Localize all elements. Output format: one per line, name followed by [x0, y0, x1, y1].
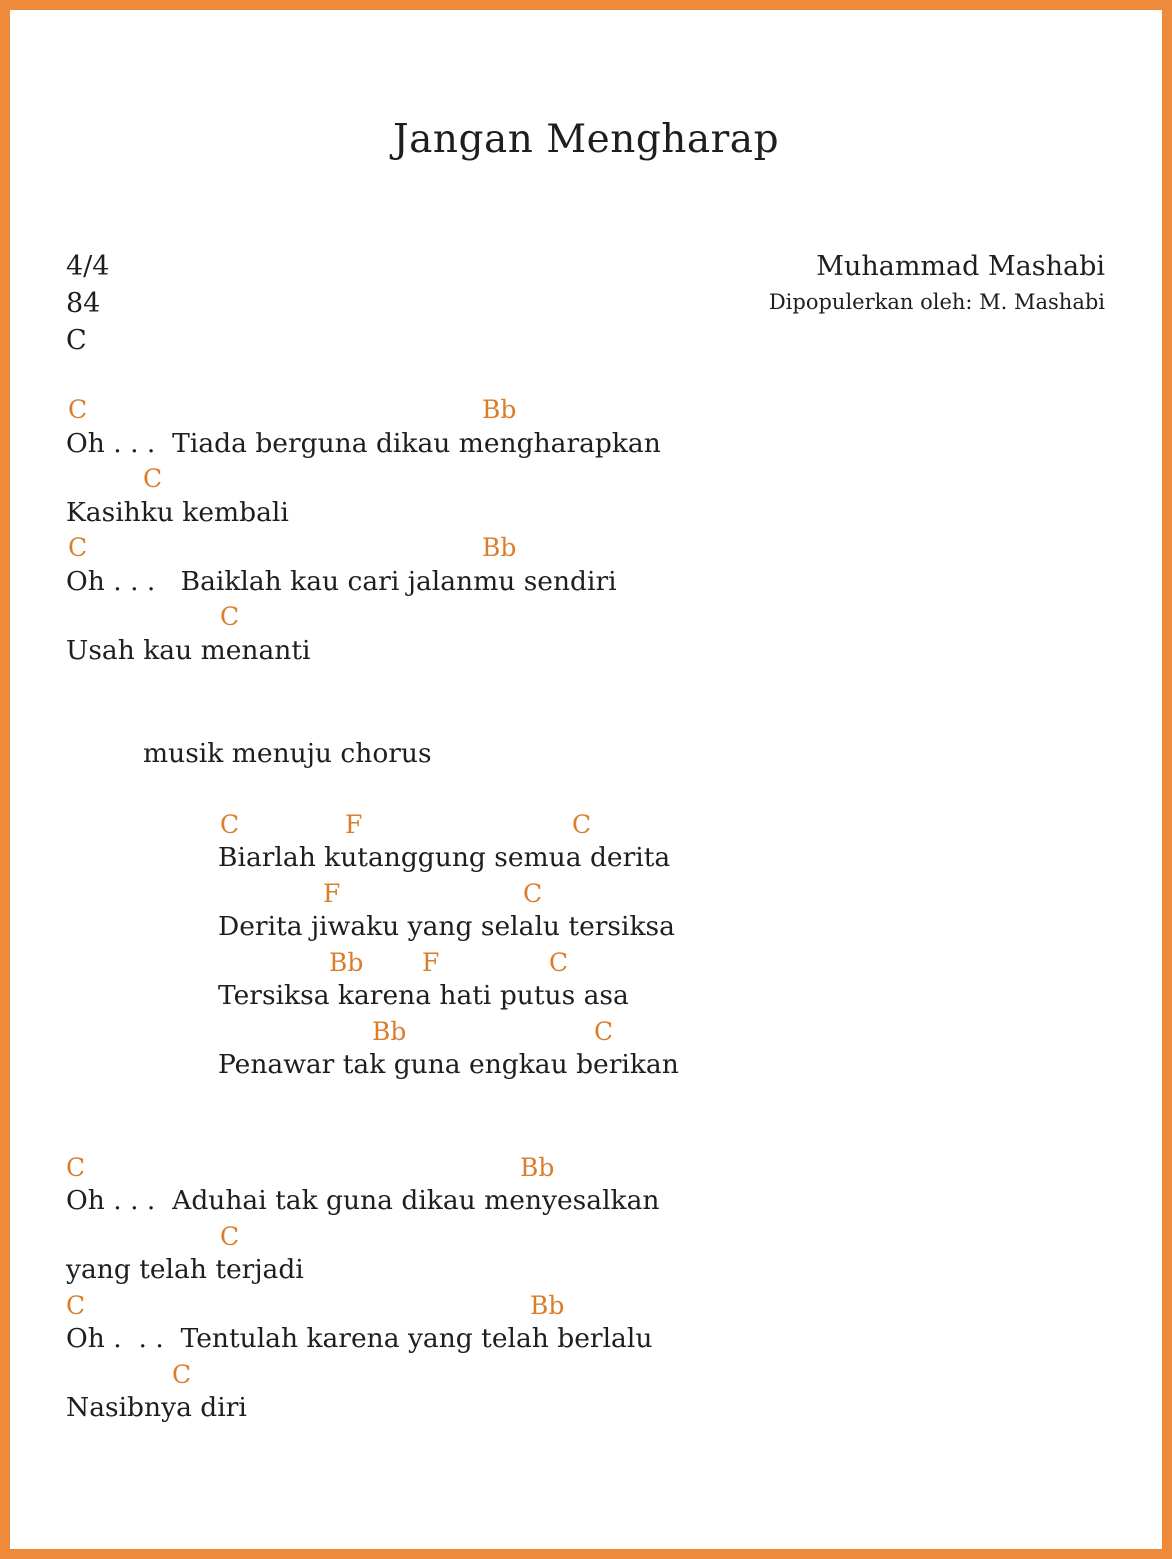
chord-f: F	[345, 809, 363, 839]
verse-2-chord-row	[10, 1357, 1162, 1392]
chorus-lyric-line: Biarlah kutanggung semua derita	[218, 842, 671, 873]
song-metadata-left	[66, 248, 109, 359]
chorus-lyric-line: Penawar tak guna engkau berikan	[218, 1049, 679, 1080]
chord-bb: Bb	[329, 947, 364, 977]
popularized-by: Dipopulerkan oleh: M. Mashabi	[768, 290, 1105, 314]
verse-2-section	[10, 1150, 1162, 1426]
song-metadata	[66, 248, 1105, 359]
chorus-lyric-line: Derita jiwaku yang selalu tersiksa	[218, 911, 675, 942]
chord-bb: Bb	[372, 1016, 407, 1046]
chord-c: C	[220, 602, 240, 631]
chord-c: C	[143, 464, 163, 493]
page-title: Jangan Mengharap	[392, 117, 780, 162]
chorus-chord-row	[10, 945, 1162, 980]
chord-c: C	[66, 1152, 86, 1182]
chord-bb: Bb	[482, 533, 517, 562]
chord-c: C	[523, 878, 543, 908]
time-signature: 4/4	[66, 251, 110, 282]
verse-1-lyric-line: Kasihku kembali	[66, 496, 289, 528]
chord-c: C	[572, 809, 592, 839]
verse-1-chord-row	[10, 599, 1162, 634]
verse-2-chord-row	[10, 1219, 1162, 1254]
verse-1-chord-row	[10, 392, 1162, 427]
chord-bb: Bb	[530, 1290, 565, 1320]
song-metadata-right	[769, 248, 1105, 319]
chorus-section	[10, 807, 1162, 1083]
chord-bb: Bb	[482, 395, 517, 424]
chorus-chord-row	[10, 807, 1162, 842]
chord-c: C	[220, 809, 240, 839]
chord-c: C	[172, 1359, 192, 1389]
song-key: C	[66, 325, 87, 356]
chord-c: C	[68, 395, 88, 424]
verse-1-chord-row	[10, 461, 1162, 496]
interlude-note: musik menuju chorus	[143, 738, 432, 769]
verse-1-chord-row	[10, 530, 1162, 565]
chord-f: F	[422, 947, 440, 977]
verse-2-chord-row	[10, 1288, 1162, 1323]
artist-name: Muhammad Mashabi	[816, 251, 1105, 282]
verse-1-section	[10, 392, 1162, 668]
chorus-chord-row	[10, 1014, 1162, 1049]
verse-1-lyric-line: Usah kau menanti	[66, 634, 311, 666]
verse-2-chord-row	[10, 1150, 1162, 1185]
chord-bb: Bb	[520, 1152, 555, 1182]
verse-1-lyric-line: Oh . . . Baiklah kau cari jalanmu sendiri	[66, 565, 617, 597]
chord-c: C	[66, 1290, 86, 1320]
verse-2-lyric-line: Nasibnya diri	[66, 1392, 247, 1423]
verse-2-lyric-line: Oh . . . Tentulah karena yang telah berlalu	[66, 1323, 653, 1354]
verse-2-lyric-line: Oh . . . Aduhai tak guna dikau menyesalkan	[66, 1185, 660, 1216]
verse-1-lyric-line: Oh . . . Tiada berguna dikau mengharapkan	[66, 427, 661, 459]
verse-2-lyric-line: yang telah terjadi	[66, 1254, 304, 1285]
chorus-lyric-line: Tersiksa karena hati putus asa	[218, 980, 629, 1011]
chord-c: C	[220, 1221, 240, 1251]
chorus-chord-row	[10, 876, 1162, 911]
chord-c: C	[68, 533, 88, 562]
chord-c: C	[594, 1016, 614, 1046]
chord-f: F	[323, 878, 341, 908]
chord-c: C	[549, 947, 569, 977]
tempo-value: 84	[66, 288, 101, 319]
